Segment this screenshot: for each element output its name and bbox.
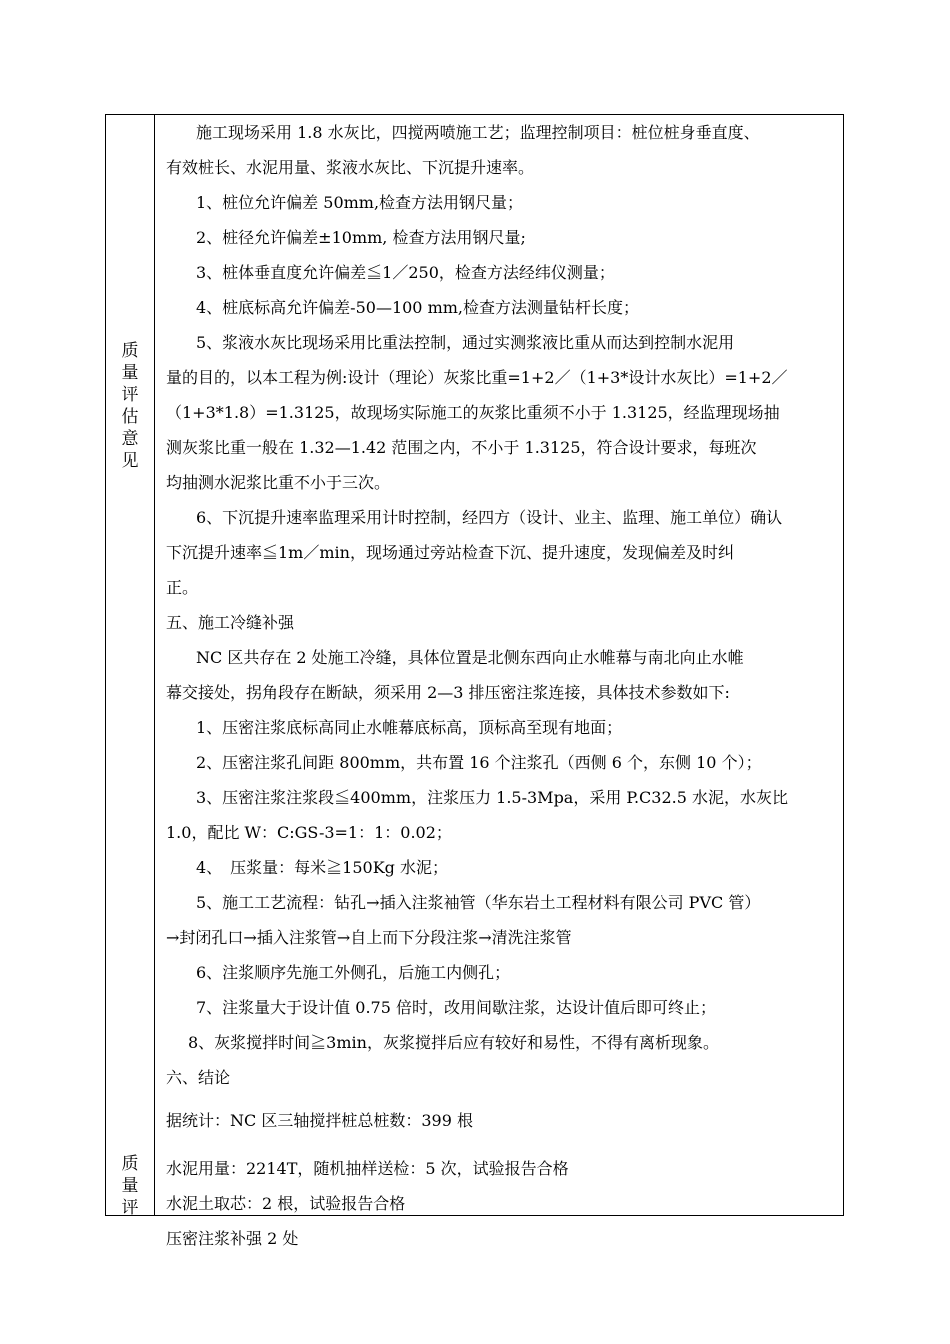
list-item: 2、压密注浆孔间距 800mm，共布置 16 个注浆孔（西侧 6 个，东侧 10 个）； [196, 753, 762, 772]
paragraph: 幕交接处，拐角段存在断缺，须采用 2—3 排压密注浆连接，具体技术参数如下: [166, 683, 730, 702]
list-item: 4、 压浆量：每米≧150Kg 水泥； [196, 858, 449, 877]
conclusion-line: 水泥用量：2214T，随机抽样送检：5 次，试验报告合格 [166, 1159, 569, 1178]
paragraph: NC 区共存在 2 处施工冷缝，具体位置是北侧东西向止水帷幕与南北向止水帷 [196, 648, 744, 667]
label-char: 量 [121, 1176, 139, 1196]
list-item: 3、桩体垂直度允许偏差≦1／250，检查方法经纬仪测量； [196, 263, 615, 282]
paragraph: 施工现场采用 1.8 水灰比，四搅两喷施工艺；监理控制项目：桩位桩身垂直度、 [196, 123, 760, 142]
list-item: 2、桩径允许偏差±10mm, 检查方法用钢尺量; [196, 228, 526, 247]
list-item: 7、注浆量大于设计值 0.75 倍时，改用间歇注浆，达设计值后即可终止； [196, 998, 716, 1017]
label-char: 质 [121, 341, 139, 361]
list-item: 4、桩底标高允许偏差-50—100 mm,检查方法测量钻杆长度； [196, 298, 640, 317]
label-char: 意 [121, 429, 139, 449]
paragraph: 测灰浆比重一般在 1.32—1.42 范围之内，不小于 1.3125，符合设计要求，每班次 [166, 438, 757, 457]
list-item: 3、压密注浆注浆段≦400mm，注浆压力 1.5-3Mpa，采用 P.C32.5 水泥，水灰比 [196, 788, 788, 807]
paragraph: 1.0，配比 W：C:GS-3=1：1：0.02； [166, 823, 452, 842]
paragraph: （1+3*1.8）=1.3125，故现场实际施工的灰浆比重须不小于 1.3125，经监理现场抽 [166, 403, 780, 422]
evaluation-content [166, 115, 838, 1256]
list-item: 1、桩位允许偏差 50mm,检查方法用钢尺量； [196, 193, 524, 212]
label-char: 评 [121, 385, 139, 405]
label-char: 估 [121, 407, 139, 427]
label-char: 评 [121, 1198, 139, 1218]
label-char: 见 [121, 451, 139, 471]
list-item: 6、下沉提升速率监理采用计时控制，经四方（设计、业主、监理、施工单位）确认 [196, 508, 783, 527]
conclusion-line: 水泥土取芯：2 根，试验报告合格 [166, 1194, 406, 1213]
label-char: 质 [121, 1154, 139, 1174]
section-heading: 五、施工冷缝补强 [166, 613, 295, 632]
conclusion-line: 压密注浆补强 2 处 [166, 1229, 299, 1248]
list-item: 1、压密注浆底标高同止水帷幕底标高，顶标高至现有地面； [196, 718, 623, 737]
paragraph: 下沉提升速率≦1m／min，现场通过旁站检查下沉、提升速度，发现偏差及时纠 [166, 543, 734, 562]
list-item: 5、浆液水灰比现场采用比重法控制，通过实测浆液比重从而达到控制水泥用 [196, 333, 735, 352]
label-quality-evaluation-continued [105, 1153, 155, 1219]
list-item: 8、灰浆搅拌时间≧3min，灰浆搅拌后应有较好和易性，不得有离析现象。 [188, 1033, 719, 1052]
paragraph: 量的目的，以本工程为例:设计（理论）灰浆比重=1+2／（1+3*设计水灰比）=1+2／ [166, 368, 788, 387]
paragraph: 正。 [166, 578, 199, 597]
list-item: 5、施工工艺流程：钻孔→插入注浆袖管（华东岩土工程材料有限公司 PVC 管） [196, 893, 761, 912]
paragraph: 均抽测水泥浆比重不小于三次。 [166, 473, 391, 492]
list-item: 6、注浆顺序先施工外侧孔，后施工内侧孔； [196, 963, 511, 982]
label-quality-evaluation [105, 340, 155, 472]
paragraph: →封闭孔口→插入注浆管→自上而下分段注浆→清洗注浆管 [166, 928, 572, 947]
label-char: 量 [121, 363, 139, 383]
conclusion-line: 据统计：NC 区三轴搅拌桩总桩数：399 根 [166, 1111, 473, 1130]
section-heading: 六、结论 [166, 1068, 231, 1087]
column-divider [154, 114, 155, 1216]
paragraph: 有效桩长、水泥用量、浆液水灰比、下沉提升速率。 [166, 158, 535, 177]
